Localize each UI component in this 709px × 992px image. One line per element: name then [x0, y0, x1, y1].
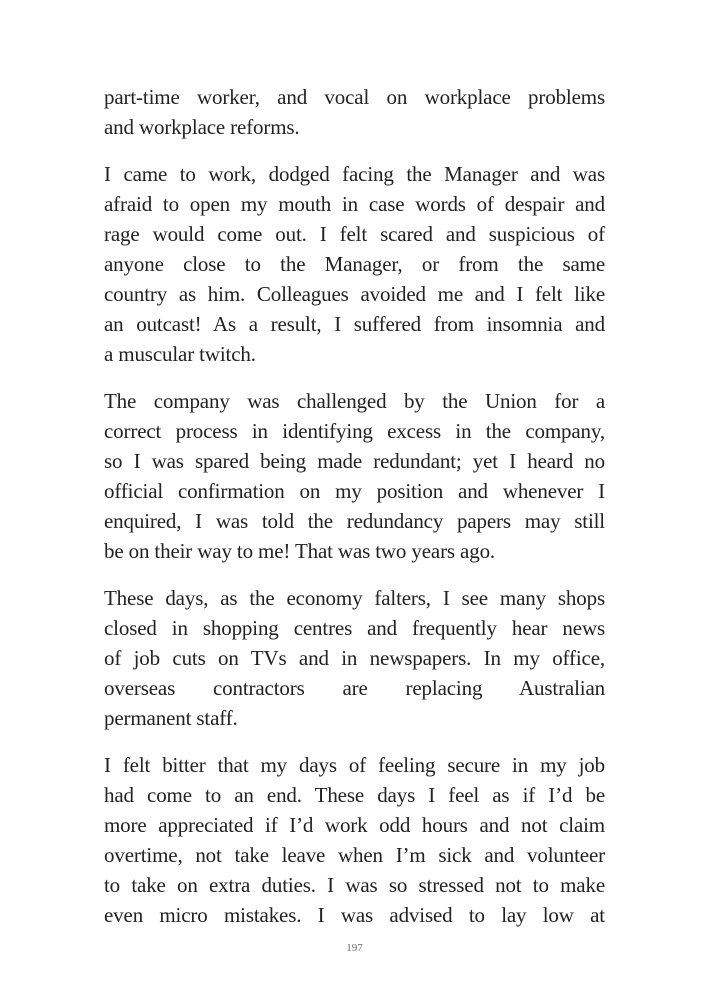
paragraph-2 — [104, 159, 605, 369]
paragraph-5 — [104, 750, 605, 930]
text-line: more appreciated if I’d work odd hours and not claim — [104, 813, 605, 837]
text-line: afraid to open my mouth in case words of despair and — [104, 192, 605, 216]
text-line: a muscular twitch. — [104, 342, 256, 366]
text-line: overseas contractors are replacing Australian — [104, 676, 605, 700]
text-line: even micro mistakes. I was advised to lay low at — [104, 903, 605, 927]
paragraph-4 — [104, 583, 605, 733]
text-line: I came to work, dodged facing the Manager and was — [104, 162, 605, 186]
text-line: be on their way to me! That was two years ago. — [104, 539, 496, 563]
text-line: closed in shopping centres and frequently hear news — [104, 616, 605, 640]
text-line: enquired, I was told the redundancy papers may still — [104, 509, 605, 533]
paragraph-3 — [104, 386, 605, 566]
text-line: official confirmation on my position and whenever I — [104, 479, 605, 503]
page-number: 197 — [346, 942, 363, 954]
text-line: rage would come out. I felt scared and suspicious of — [104, 222, 605, 246]
text-line: correct process in identifying excess in the company, — [104, 419, 605, 443]
text-line: of job cuts on TVs and in newspapers. In my office, — [104, 646, 605, 670]
text-line: permanent staff. — [104, 706, 238, 730]
text-line: anyone close to the Manager, or from the same — [104, 252, 605, 276]
text-line: to take on extra duties. I was so stressed not to make — [104, 873, 605, 897]
text-line: had come to an end. These days I feel as if I’d be — [104, 783, 605, 807]
text-line: so I was spared being made redundant; yet I heard no — [104, 449, 605, 473]
text-line: an outcast! As a result, I suffered from insomnia and — [104, 312, 605, 336]
text-line: country as him. Colleagues avoided me and I felt like — [104, 282, 605, 306]
text-line: The company was challenged by the Union for a — [104, 389, 605, 413]
page-body — [104, 82, 605, 947]
paragraph-1 — [104, 82, 605, 142]
text-line: These days, as the economy falters, I see many shops — [104, 586, 605, 610]
text-line: part-time worker, and vocal on workplace problems — [104, 85, 605, 109]
text-line: I felt bitter that my days of feeling secure in my job — [104, 753, 605, 777]
text-line: and workplace reforms. — [104, 115, 300, 139]
text-line: overtime, not take leave when I’m sick and volunteer — [104, 843, 605, 867]
